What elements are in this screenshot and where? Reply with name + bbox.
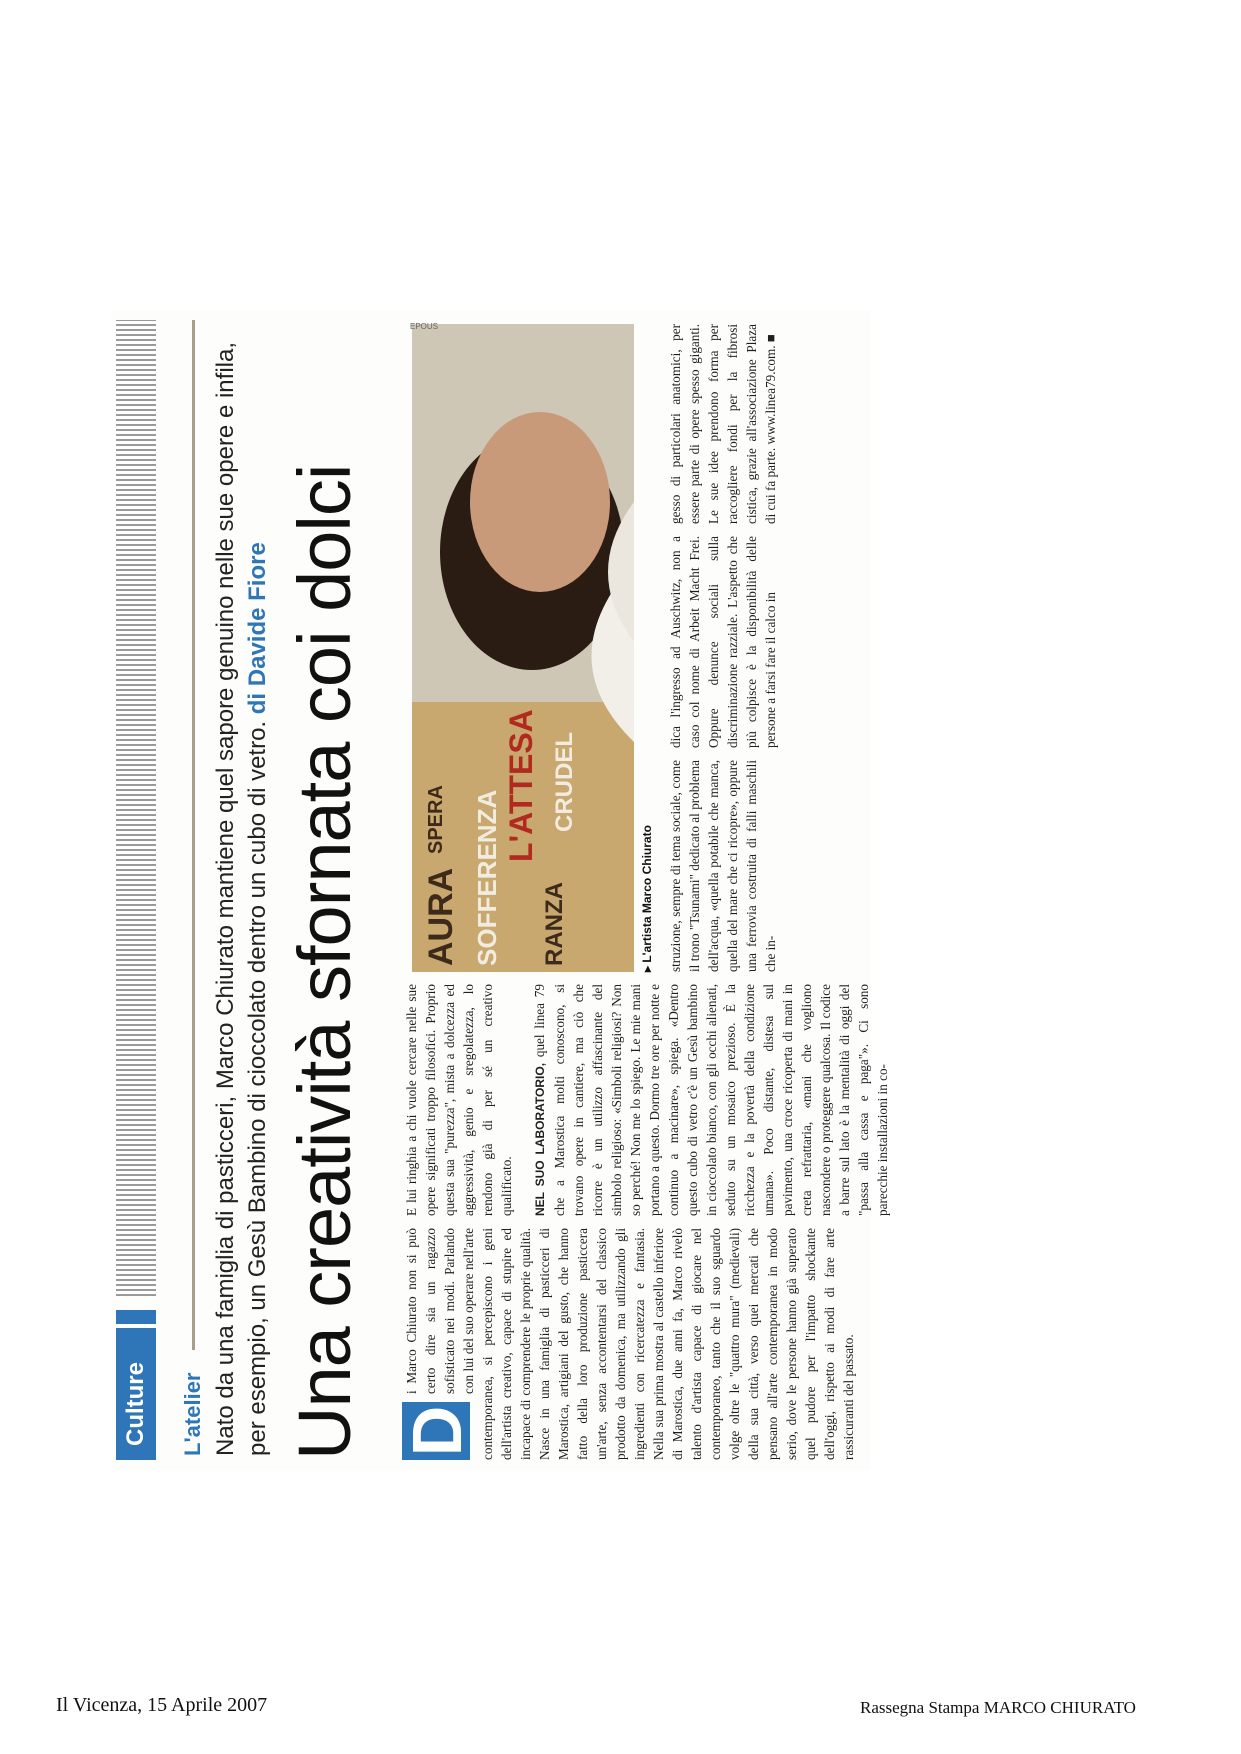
- divider: [192, 320, 195, 1350]
- body-column-1: [398, 1228, 858, 1460]
- column-text: gesso di particolari anatomici, per essere parte di opere spesso giganti. Le sue idee prendono forma per raccogliere fondi per la fibrosi cistica, grazie all'associazione Plaza di cui fa parte. www.linea79.com. ■: [668, 324, 778, 524]
- photo-credit: EPOUS: [410, 322, 439, 331]
- column-text: struzione, sempre di tema sociale, come il trono "Tsunami" dedicato al problema dell'acqua, «quella potabile che manca, quella del mare che ci ricopre», oppure una ferrovia costruita di falli maschili che in-: [668, 760, 778, 972]
- section-label: Culture: [116, 1328, 156, 1460]
- headline: Una creatività sfornata coi dolci: [283, 464, 366, 1460]
- body-column-2: [402, 984, 892, 1216]
- barcode-strip: [116, 320, 156, 1296]
- photo-graffiti-word: L'ATTESA: [503, 709, 539, 862]
- column-paragraph: [530, 984, 892, 1216]
- column-text: E lui ringhia a chi vuole cercare nelle sue opere significati troppo filosofici. Proprio questa sua "purezza", mista a dolcezza ed aggressività, genio e sregolatezza, lo rendono già di per sé un creativo qualificato.: [404, 984, 514, 1216]
- column-text: quel linea 79 che a Marostica molti conoscono, si trovano opere in cantiere, ma ciò che ricorre è un utilizzo affascinante del simbolo religioso: «Simboli religiosi? Non so perché! Non me lo spiego. Le mie mani portano a questo. Dormo tre ore per notte e continuo a macinare», spiega. «Dentro questo cubo di vetro c'è un Gesù bambino in cioccolato bianco, con gli occhi alienati, seduto su un mosaico prezioso. È la ricchezza e la povertà della condizione umana». Poco distante, distesa sul pavimento, una croce ricoperta di mani in creta refrattaria, «mani che vogliono nascondere o proteggere qualcosa. Il codice a barre sul lato è la mentalità di oggi del "passa alla cassa e paga"». Ci sono parecchie installazioni in co-: [532, 984, 890, 1216]
- kicker-text: Nato da una famiglia di pasticceri, Marco Chiurato mantiene quel sapore genuino nelle sue opere e infila, per esempio, un Gesù Bambino di cioccolato dentro un cubo di vetro.: [212, 342, 271, 1456]
- source-citation: Il Vicenza, 15 Aprile 2007: [56, 1694, 268, 1716]
- article-tag: L'atelier: [180, 1372, 205, 1456]
- body-column-3: [666, 760, 780, 972]
- drop-cap: D: [402, 1402, 470, 1460]
- body-column-5: [666, 324, 780, 524]
- body-column-4: [666, 536, 780, 748]
- photo-graffiti-word: SOFFERENZA: [472, 789, 502, 966]
- article-kicker: [210, 326, 274, 1456]
- column-text: dica l'ingresso ad Auschwitz, non a caso col nome di Arbeit Macht Frei. Oppure denunce sociali sulla discriminazione razziale. L'aspetto che più colpisce è la disponibilità delle persone a farsi fare il calco in: [668, 536, 778, 748]
- byline: di Davide Fiore: [244, 542, 271, 715]
- photo-graffiti-word: AURA: [422, 867, 460, 966]
- section-header: [116, 320, 156, 1460]
- section-accent-bar: [116, 1310, 156, 1324]
- artist-photo: [412, 324, 634, 972]
- lead-in: NEL SUO LABORATORIO,: [533, 1062, 547, 1216]
- photo-graffiti-word: SPERA: [425, 785, 447, 854]
- press-review-label: Rassegna Stampa MARCO CHIURATO: [860, 1698, 1136, 1717]
- photo-graffiti-word: RANZA: [541, 882, 568, 966]
- column-text: i Marco Chiurato non si può certo dire sia un ragazzo sofisticato nei modi. Parlando con lui del suo operare nell'arte contemporanea, si percepiscono i geni dell'artista creativo, capace di stupire ed incapace di comprendere le proprie qualità. Nasce in una famiglia di pasticceri di Marostica, artigiani del gusto, che hanno fatto della loro produzione pasticcera un'arte, senza accontentarsi del classico prodotto da domenica, ma utilizzando gli ingredienti con ricercatezza e fantasia. Nella sua prima mostra al castello inferiore di Marostica, due anni fa, Marco rivelò talento d'artista capace di giocare nel contemporaneo, tanto che il suo sguardo volge oltre le "quattro mura" (medievali) della sua città, verso quei mercati che pensano all'arte contemporanea in modo serio, dove le persone hanno già superato quel pudore per l'impatto shockante dell'oggi, rispetto ai modi di fare arte rassicuranti del passato.: [404, 1228, 856, 1460]
- photo-caption: ▸ L'artista Marco Chiurato: [640, 825, 654, 972]
- newspaper-clipping: [110, 310, 890, 1470]
- photo-graffiti-word: CRUDEL: [551, 732, 578, 832]
